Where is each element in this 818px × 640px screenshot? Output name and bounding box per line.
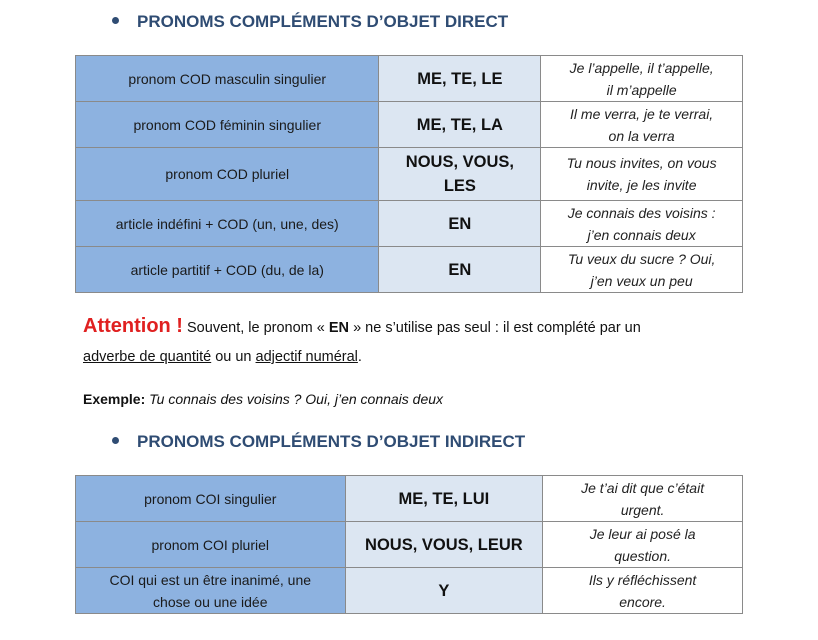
bullet-icon bbox=[112, 17, 119, 24]
row-label: article partitif + COD (du, de la) bbox=[76, 247, 379, 293]
section-heading-cod: PRONOMS COMPLÉMENTS D’OBJET DIRECT bbox=[112, 12, 508, 32]
row-pronouns: NOUS, VOUS, LEUR bbox=[345, 522, 543, 568]
example-line: Exemple: Tu connais des voisins ? Oui, j’en connais deux bbox=[83, 391, 444, 407]
row-label: article indéfini + COD (un, une, des) bbox=[76, 201, 379, 247]
row-pronouns: Y bbox=[345, 568, 543, 614]
attention-title: Attention ! bbox=[83, 315, 183, 337]
row-pronouns: ME, TE, LA bbox=[379, 102, 541, 148]
row-example: Je l’appelle, il t’appelle, il m’appelle bbox=[541, 56, 743, 102]
table-row bbox=[76, 148, 743, 201]
row-label: pronom COD pluriel bbox=[76, 148, 379, 201]
row-label: pronom COD féminin singulier bbox=[76, 102, 379, 148]
attention-paragraph: Attention ! Souvent, le pronom « EN » ne s’utilise pas seul : il est complété par un bbox=[83, 315, 641, 337]
row-example: Ils y réfléchissent encore. bbox=[543, 568, 743, 614]
table-row bbox=[76, 568, 743, 614]
bullet-icon bbox=[112, 437, 119, 444]
row-pronouns: ME, TE, LE bbox=[379, 56, 541, 102]
table-row bbox=[76, 201, 743, 247]
row-example: Il me verra, je te verrai, on la verra bbox=[541, 102, 743, 148]
table-row bbox=[76, 476, 743, 522]
row-label: pronom COI pluriel bbox=[76, 522, 346, 568]
coi-table bbox=[75, 475, 743, 614]
row-label: COI qui est un être inanimé, une chose ou une idée bbox=[76, 568, 346, 614]
row-pronouns: ME, TE, LUI bbox=[345, 476, 543, 522]
row-example: Je connais des voisins : j’en connais deux bbox=[541, 201, 743, 247]
row-pronouns: NOUS, VOUS, LES bbox=[379, 148, 541, 201]
row-example: Tu nous invites, on vous invite, je les invite bbox=[541, 148, 743, 201]
table-row bbox=[76, 247, 743, 293]
table-row bbox=[76, 102, 743, 148]
row-example: Tu veux du sucre ? Oui, j’en veux un peu bbox=[541, 247, 743, 293]
row-pronouns: EN bbox=[379, 247, 541, 293]
row-label: pronom COD masculin singulier bbox=[76, 56, 379, 102]
row-example: Je t’ai dit que c’était urgent. bbox=[543, 476, 743, 522]
row-pronouns: EN bbox=[379, 201, 541, 247]
table-row bbox=[76, 522, 743, 568]
row-label: pronom COI singulier bbox=[76, 476, 346, 522]
row-example: Je leur ai posé la question. bbox=[543, 522, 743, 568]
section-heading-coi: PRONOMS COMPLÉMENTS D’OBJET INDIRECT bbox=[112, 432, 525, 452]
attention-paragraph-line2: adverbe de quantité ou un adjectif numéral. bbox=[83, 349, 362, 365]
table-row bbox=[76, 56, 743, 102]
cod-table bbox=[75, 55, 743, 293]
